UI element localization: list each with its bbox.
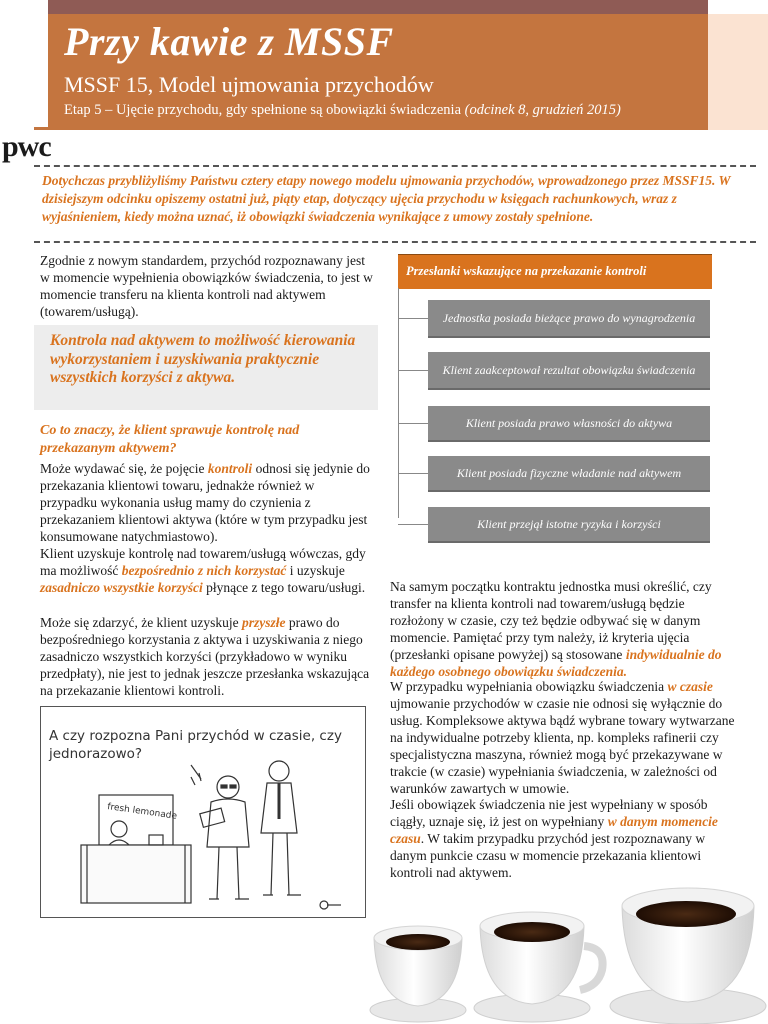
- diagram-tick: [398, 423, 428, 424]
- emphasis-future: przyszłe: [242, 615, 286, 630]
- right-paragraph-3: [390, 796, 726, 881]
- text-run: . W takim przypadku przychód jest rozpoznawany w danym punkcie czasu w momencie przekazania klientowi kontroli nad aktywem.: [390, 831, 706, 880]
- diagram-item-5: Klient przejął istotne ryzyka i korzyści: [428, 507, 710, 541]
- diagram-tick: [398, 473, 428, 474]
- left-paragraph-3: [40, 545, 376, 596]
- pwc-logo: pwc: [2, 130, 51, 163]
- text-run: ujmowanie przychodów w czasie nie odnosi się wyłącznie do usług. Kompleksowe aktywa bądź wybrane towary wytwarzane na indywidualne potrzeby klienta, np. kompleks rafinerii czy specjalistyczna maszyna, również mogą być przekazywane w trakcie (w czasie) wypełniania świadczenia, w zależności od warunków zawartych w umowie.: [390, 696, 735, 796]
- left-paragraph-4: [40, 614, 376, 699]
- dashed-divider-bottom: [34, 241, 756, 243]
- coffee-cups-icon: [360, 870, 768, 1024]
- emphasis-over-time: w czasie: [667, 679, 713, 694]
- cartoon-illustration-icon: [41, 707, 365, 917]
- right-paragraph-2: [390, 678, 736, 797]
- section-question: Co to znaczy, że klient sprawuje kontrolę nad przekazanym aktywem?: [40, 423, 300, 456]
- episode-text: (odcinek 8, grudzień 2015): [464, 102, 621, 118]
- diagram-item-2: Klient zaakceptował rezultat obowiązku świadczenia: [428, 352, 710, 388]
- diagram-tick: [398, 524, 428, 525]
- dashed-divider-top: [34, 165, 756, 167]
- text-run: odnosi się jedynie do przekazania klientowi towaru, jednakże również w przypadku wykonania usług mamy do czynienia z przekazaniem klientowi aktywa (które w tym przypadku jest konsumowane natychmiastowo).: [40, 461, 370, 544]
- highlight-box-text: Kontrola nad aktywem to możliwość kierowania wykorzystaniem i uzyskiwania praktycznie wszystkich korzyści z aktywa.: [50, 332, 356, 386]
- header-side-block: [708, 14, 768, 130]
- emphasis-point-in-time: w danym momencie czasu: [390, 814, 718, 846]
- text-run: Jeśli obowiązek świadczenia nie jest wypełniany w sposób ciągły, uznaje się, iż jest on wypełniany: [390, 797, 708, 829]
- text-run: W przypadku wypełniania obowiązku świadczenia: [390, 679, 668, 694]
- header-top-band: [48, 0, 708, 14]
- emphasis-kontroli: kontroli: [207, 461, 253, 476]
- right-paragraph-1: [390, 578, 736, 680]
- diagram-connector-line: [398, 288, 399, 518]
- emphasis-individually: indywidualnie do każdego osobnego obowiązku świadczenia.: [390, 647, 722, 679]
- cartoon-speech-text: A czy rozpozna Pani przychód w czasie, czy jednorazowo?: [49, 728, 342, 762]
- left-paragraph-2: [40, 460, 372, 545]
- diagram-tick: [398, 370, 428, 371]
- diagram-header-label: Przesłanki wskazujące na przekazanie kontroli: [406, 264, 647, 278]
- emphasis-all-benefits: zasadniczo wszystkie korzyści: [40, 580, 203, 595]
- text-run: Może się zdarzyć, że klient uzyskuje: [40, 615, 243, 630]
- stage-line: [64, 102, 621, 119]
- diagram-item-4: Klient posiada fizyczne władanie nad aktywem: [428, 456, 710, 490]
- text-run: Klient uzyskuje kontrolę nad towarem/usługą wówczas, gdy ma możliwość: [40, 546, 366, 578]
- page-subtitle: MSSF 15, Model ujmowania przychodów: [64, 72, 434, 97]
- cartoon-frame: [40, 706, 366, 918]
- text-run: Na samym początku kontraktu jednostka musi określić, czy transfer na klienta kontroli nad towarem/usługą będzie rozłożony w czasie, czy też będzie odbywać się w danym momencie. Pamiętać przy tym należy, iż kryteria ujęcia (przesłanki opisane powyżej) są stosowane: [390, 579, 712, 662]
- diagram-item-3: Klient posiada prawo własności do aktywa: [428, 406, 710, 440]
- stage-text: Etap 5 – Ujęcie przychodu, gdy spełnione są obowiązki świadczenia: [64, 102, 462, 118]
- diagram-tick: [398, 318, 428, 319]
- stand-sign-text: fresh lemonade: [106, 802, 178, 822]
- diagram-header: [398, 254, 712, 289]
- text-run: Może wydawać się, że pojęcie: [40, 461, 208, 476]
- left-paragraph-1: Zgodnie z nowym standardem, przychód rozpoznawany jest w momencie wypełnienia obowiązków świadczenia, to jest w momencie transferu na klienta kontroli nad aktywem (towarem/usługą).: [40, 253, 373, 319]
- text-run: płynące z tego towaru/usługi.: [202, 580, 366, 595]
- text-run: i uzyskuje: [286, 563, 345, 578]
- intro-text: Dotychczas przybliżyliśmy Państwu cztery etapy nowego modelu ujmowania przychodów, wprowadzonego przez MSSF15. W dzisiejszym odcinku opiszemy ostatni już, piąty etap, dotyczący ujęcia przychodu w księgach rachunkowych, wraz z wyjaśnieniem, kiedy można uznać, iż obowiązki świadczenia wynikające z umowy zostały spełnione.: [42, 173, 731, 224]
- text-run: prawo do bezpośredniego korzystania z aktywa i uzyskiwania z niego zasadniczo wszystkich korzyści (przykładowo w wyniku przedpłaty), nie jest to jednak jeszcze przesłanka wskazująca na przekazanie klientowi kontroli.: [40, 615, 370, 698]
- emphasis-direct-use: bezpośrednio z nich korzystać: [121, 563, 287, 578]
- page-title: Przy kawie z MSSF: [64, 19, 394, 64]
- diagram-item-1: Jednostka posiada bieżące prawo do wynagrodzenia: [428, 300, 710, 336]
